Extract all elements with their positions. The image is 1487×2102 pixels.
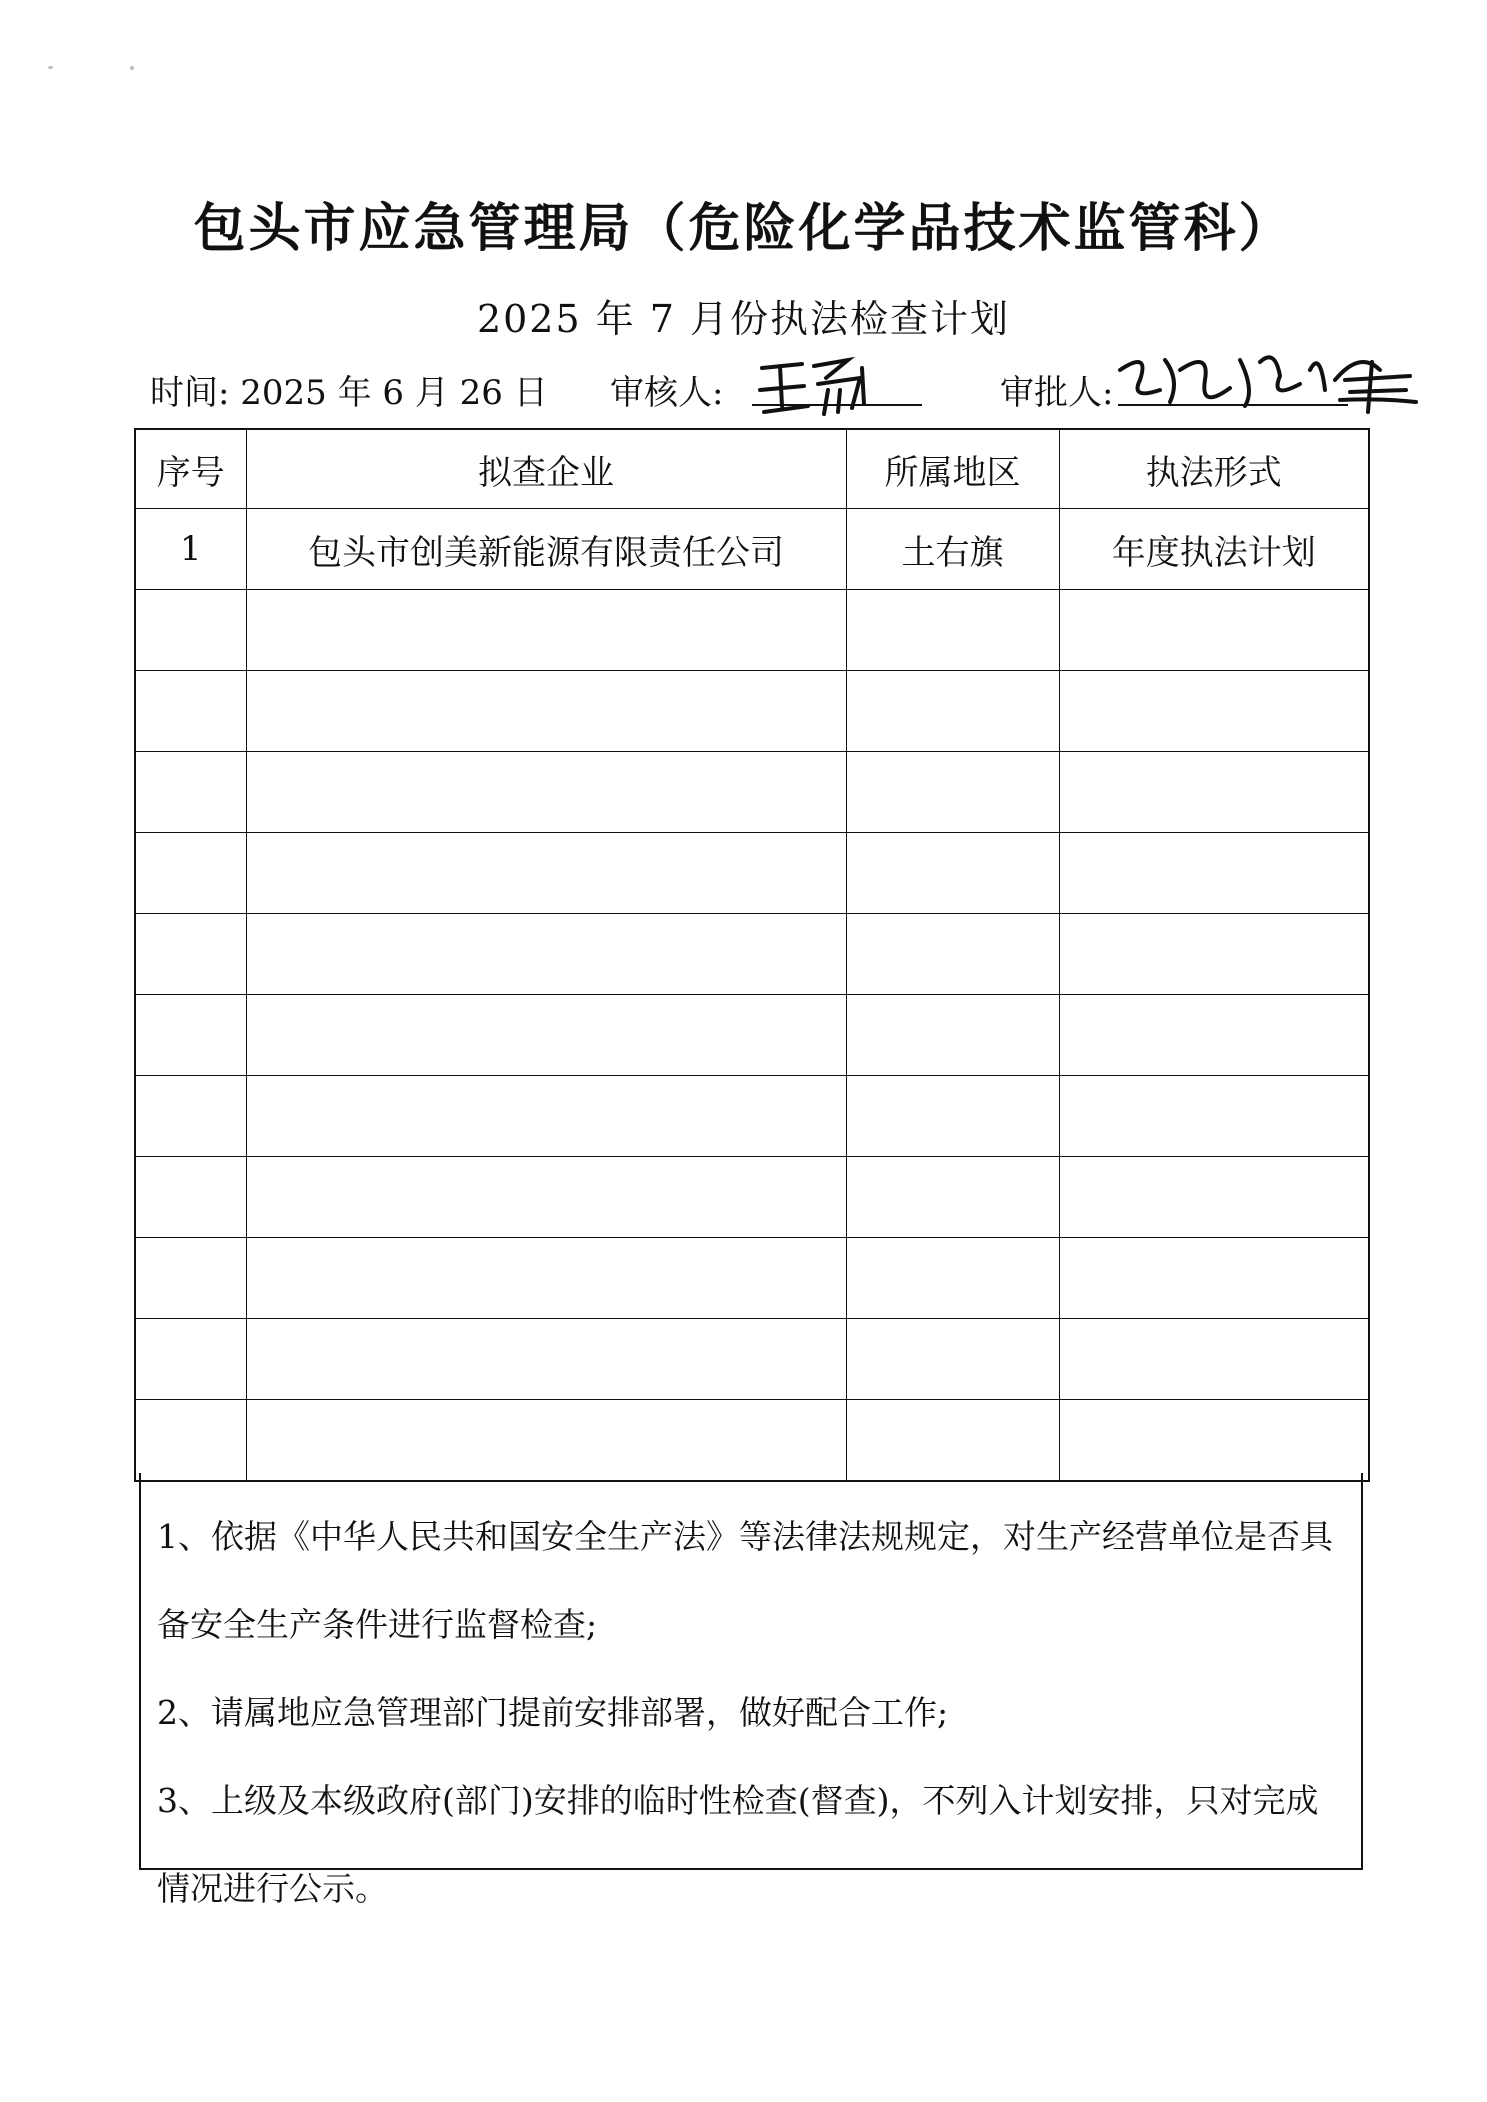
row-enterprise <box>246 995 846 1076</box>
row-index <box>135 752 246 833</box>
row-enterprise <box>246 1400 846 1482</box>
table-row <box>135 1400 1369 1482</box>
row-region <box>846 914 1059 995</box>
approver-signature <box>1110 340 1420 420</box>
table-row <box>135 995 1369 1076</box>
approver-label: 审批人: <box>1000 373 1114 413</box>
row-index <box>135 914 246 995</box>
row-enforcement-type <box>1059 671 1369 752</box>
row-enterprise <box>246 833 846 914</box>
row-enforcement-type: 年度执法计划 <box>1059 509 1369 590</box>
row-enforcement-type <box>1059 590 1369 671</box>
row-enterprise <box>246 914 846 995</box>
row-region <box>846 1157 1059 1238</box>
row-region: 土右旗 <box>846 509 1059 590</box>
row-index <box>135 1157 246 1238</box>
row-region <box>846 590 1059 671</box>
document-subtitle: 2025 年 7 月份执法检查计划 <box>476 297 1011 341</box>
table-row <box>135 671 1369 752</box>
row-enterprise <box>246 1076 846 1157</box>
note-item: 2、请属地应急管理部门提前安排部署，做好配合工作; <box>157 1693 949 1732</box>
scan-speck <box>130 66 134 70</box>
notes-box <box>139 1473 1363 1908</box>
row-enforcement-type <box>1059 1319 1369 1400</box>
date-label: 时间: <box>150 373 230 413</box>
document-title: 包头市应急管理局（危险化学品技术监管科） <box>193 199 1294 259</box>
row-index <box>135 590 246 671</box>
row-enterprise <box>246 1157 846 1238</box>
row-index <box>135 1076 246 1157</box>
row-region <box>846 1319 1059 1400</box>
row-region <box>846 671 1059 752</box>
table-row <box>135 833 1369 914</box>
row-enforcement-type <box>1059 833 1369 914</box>
row-index <box>135 995 246 1076</box>
date-value: 2025 年 6 月 26 日 <box>240 373 548 413</box>
row-index <box>135 1238 246 1319</box>
row-enforcement-type <box>1059 995 1369 1076</box>
note-item: 3、上级及本级政府(部门)安排的临时性检查(督查)，不列入计划安排，只对完成情况进行公示。 <box>157 1781 1319 1908</box>
table-row <box>135 590 1369 671</box>
row-enterprise <box>246 590 846 671</box>
row-enforcement-type <box>1059 1400 1369 1482</box>
row-enforcement-type <box>1059 1157 1369 1238</box>
table-row <box>135 1076 1369 1157</box>
table-row <box>135 914 1369 995</box>
row-enforcement-type <box>1059 752 1369 833</box>
row-enterprise <box>246 671 846 752</box>
approver-field <box>1000 365 1113 414</box>
column-header-index: 序号 <box>135 429 246 509</box>
row-region <box>846 1400 1059 1482</box>
row-enterprise <box>246 1319 846 1400</box>
date-field <box>150 365 548 414</box>
reviewer-field <box>610 365 723 414</box>
table-row <box>135 1319 1369 1400</box>
inspection-plan-table <box>134 428 1370 1482</box>
table-row <box>135 752 1369 833</box>
row-region <box>846 995 1059 1076</box>
row-index <box>135 1400 246 1482</box>
row-index <box>135 1319 246 1400</box>
note-item: 1、依据《中华人民共和国安全生产法》等法律法规规定，对生产经营单位是否具备安全生产条件进行监督检查; <box>157 1517 1333 1644</box>
row-enforcement-type <box>1059 1076 1369 1157</box>
reviewer-label: 审核人: <box>610 373 724 413</box>
row-enforcement-type <box>1059 914 1369 995</box>
row-region <box>846 1238 1059 1319</box>
column-header-region: 所属地区 <box>846 429 1059 509</box>
row-index: 1 <box>135 509 246 590</box>
row-region <box>846 752 1059 833</box>
table-row <box>135 1238 1369 1319</box>
table-row <box>135 509 1369 590</box>
row-index <box>135 833 246 914</box>
row-index <box>135 671 246 752</box>
reviewer-signature <box>752 348 892 420</box>
row-enforcement-type <box>1059 1238 1369 1319</box>
row-enterprise: 包头市创美新能源有限责任公司 <box>246 509 846 590</box>
column-header-enforcement-type: 执法形式 <box>1059 429 1369 509</box>
row-enterprise <box>246 1238 846 1319</box>
row-region <box>846 833 1059 914</box>
table-row <box>135 1157 1369 1238</box>
column-header-enterprise: 拟查企业 <box>246 429 846 509</box>
scan-speck <box>48 66 53 69</box>
table-header-row <box>135 429 1369 509</box>
row-enterprise <box>246 752 846 833</box>
row-region <box>846 1076 1059 1157</box>
